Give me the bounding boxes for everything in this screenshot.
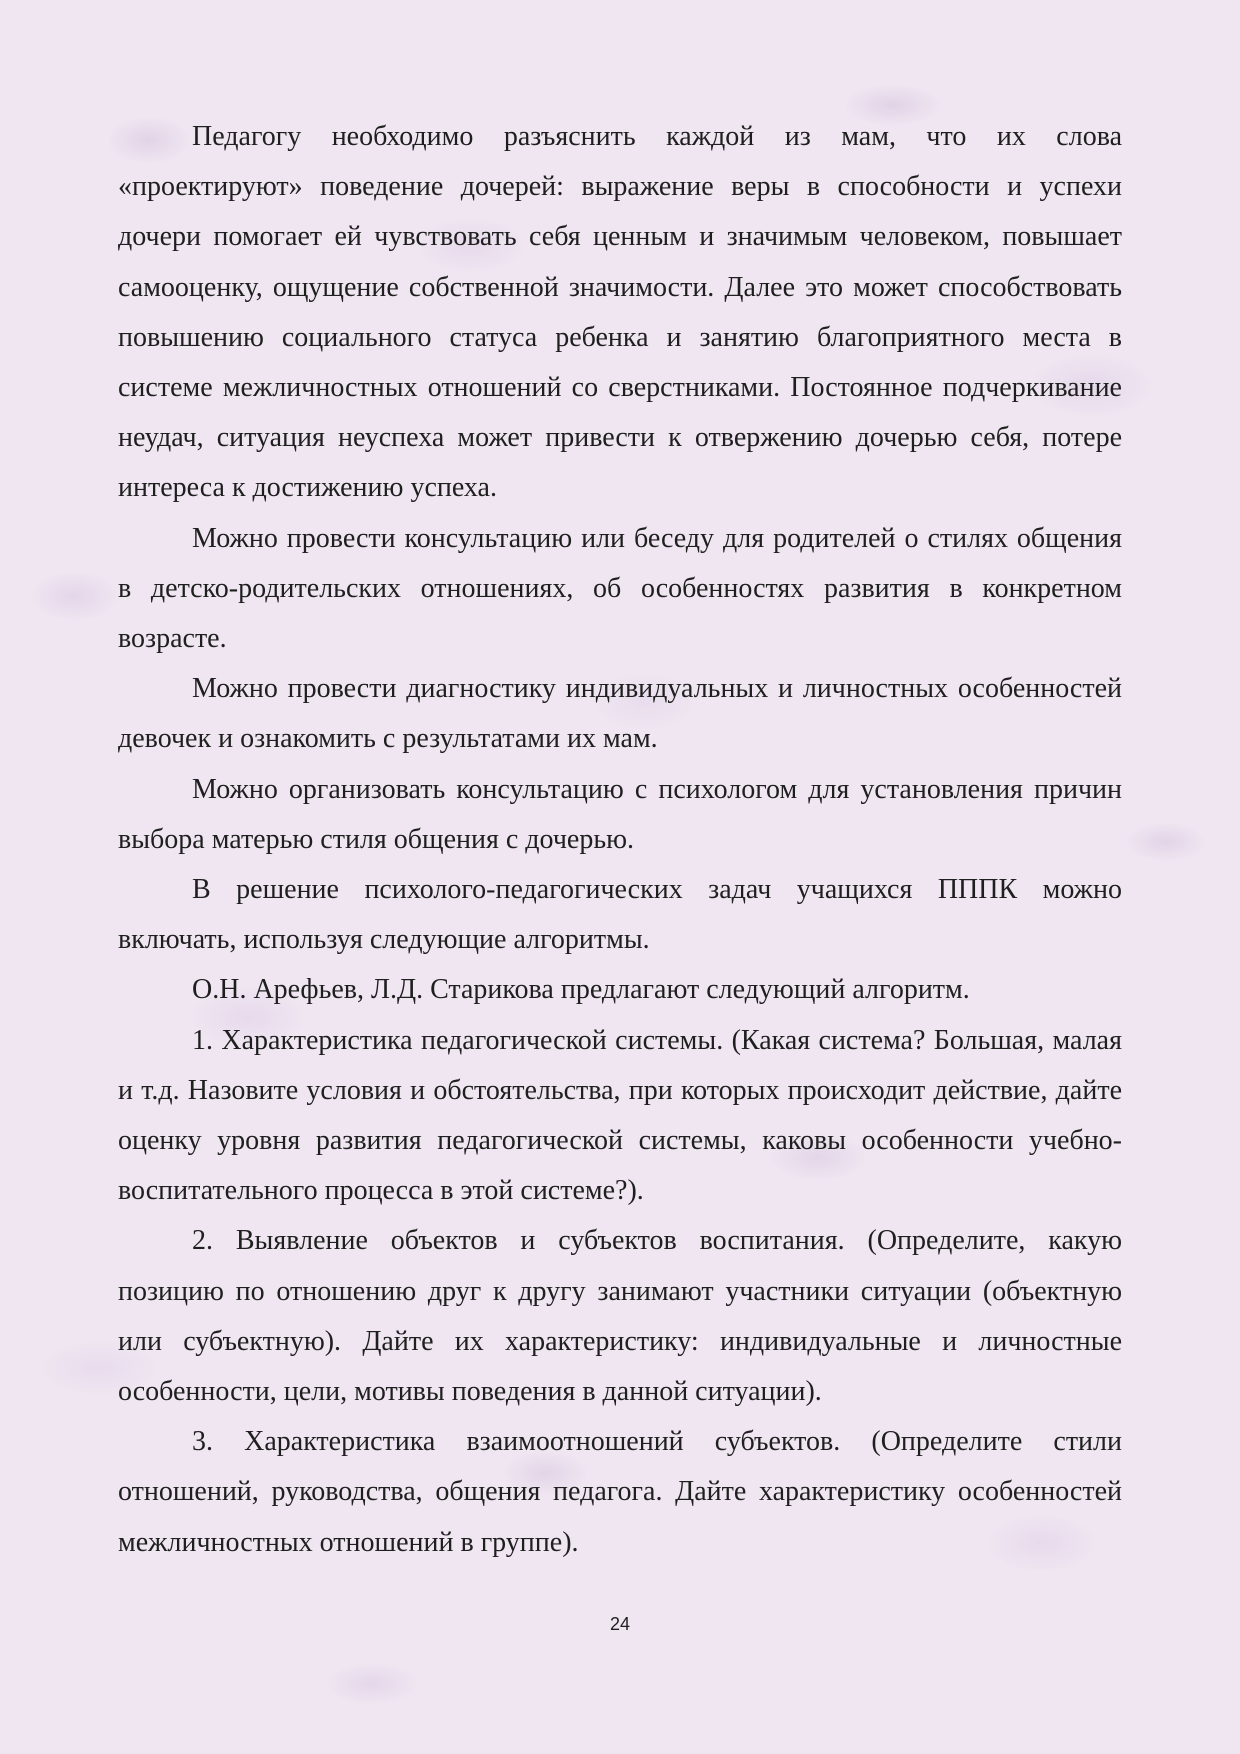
document-page <box>118 112 1122 1568</box>
paragraph-diagnostics: Можно провести диагностику индивидуальных и личностных особенностей девочек и ознакомить с результатами их мам. <box>118 673 1122 755</box>
paragraph-psychologist: Можно организовать консультацию с психологом для установления причин выбора матерью стиля общения с дочерью. <box>118 773 1122 855</box>
paragraph-authors-algorithm: О.Н. Арефьев, Л.Д. Старикова предлагают следующий алгоритм. <box>192 974 970 1006</box>
paragraph-step-2: 2. Выявление объектов и субъектов воспитания. (Определите, какую позицию по отношению друг к другу занимают участники ситуации (объектную или субъектную). Дайте их характеристику: индивидуальные и личностные особенности, цели, мотивы поведения в данной ситуации). <box>118 1225 1122 1408</box>
paragraph-parent-explanation: Педагогу необходимо разъяснить каждой из мам, что их слова «проектируют» поведение дочерей: выражение веры в способности и успехи дочери помогает ей чувствовать себя ценным и значимым человеком, повышает самооценку, ощущение собственной значимости. Далее это может способствовать повышению социального статуса ребенка и занятию благоприятного места в системе межличностных отношений со сверстниками. Постоянное подчеркивание неудач, ситуация неуспеха может привести к отвержению дочерью себя, потере интереса к достижению успеха. <box>118 121 1122 504</box>
paragraph-step-3: 3. Характеристика взаимоотношений субъектов. (Определите стили отношений, руководства, общения педагога. Дайте характеристику особенностей межличностных отношений в группе). <box>118 1426 1122 1558</box>
paragraph-consultation-styles: Можно провести консультацию или беседу для родителей о стилях общения в детско-родительских отношениях, об особенностях развития в конкретном возрасте. <box>118 522 1122 655</box>
paragraph-algorithms-intro: В решение психолого-педагогических задач учащихся ПППК можно включать, используя следующие алгоритмы. <box>118 874 1122 956</box>
page-number: 24 <box>609 1614 631 1634</box>
paragraph-step-1: 1. Характеристика педагогической системы. (Какая система? Большая, малая и т.д. Назовите условия и обстоятельства, при которых происходит действие, дайте оценку уровня развития педагогической системы, каковы особенности учебно-воспитательного процесса в этой системе?). <box>118 1024 1122 1207</box>
